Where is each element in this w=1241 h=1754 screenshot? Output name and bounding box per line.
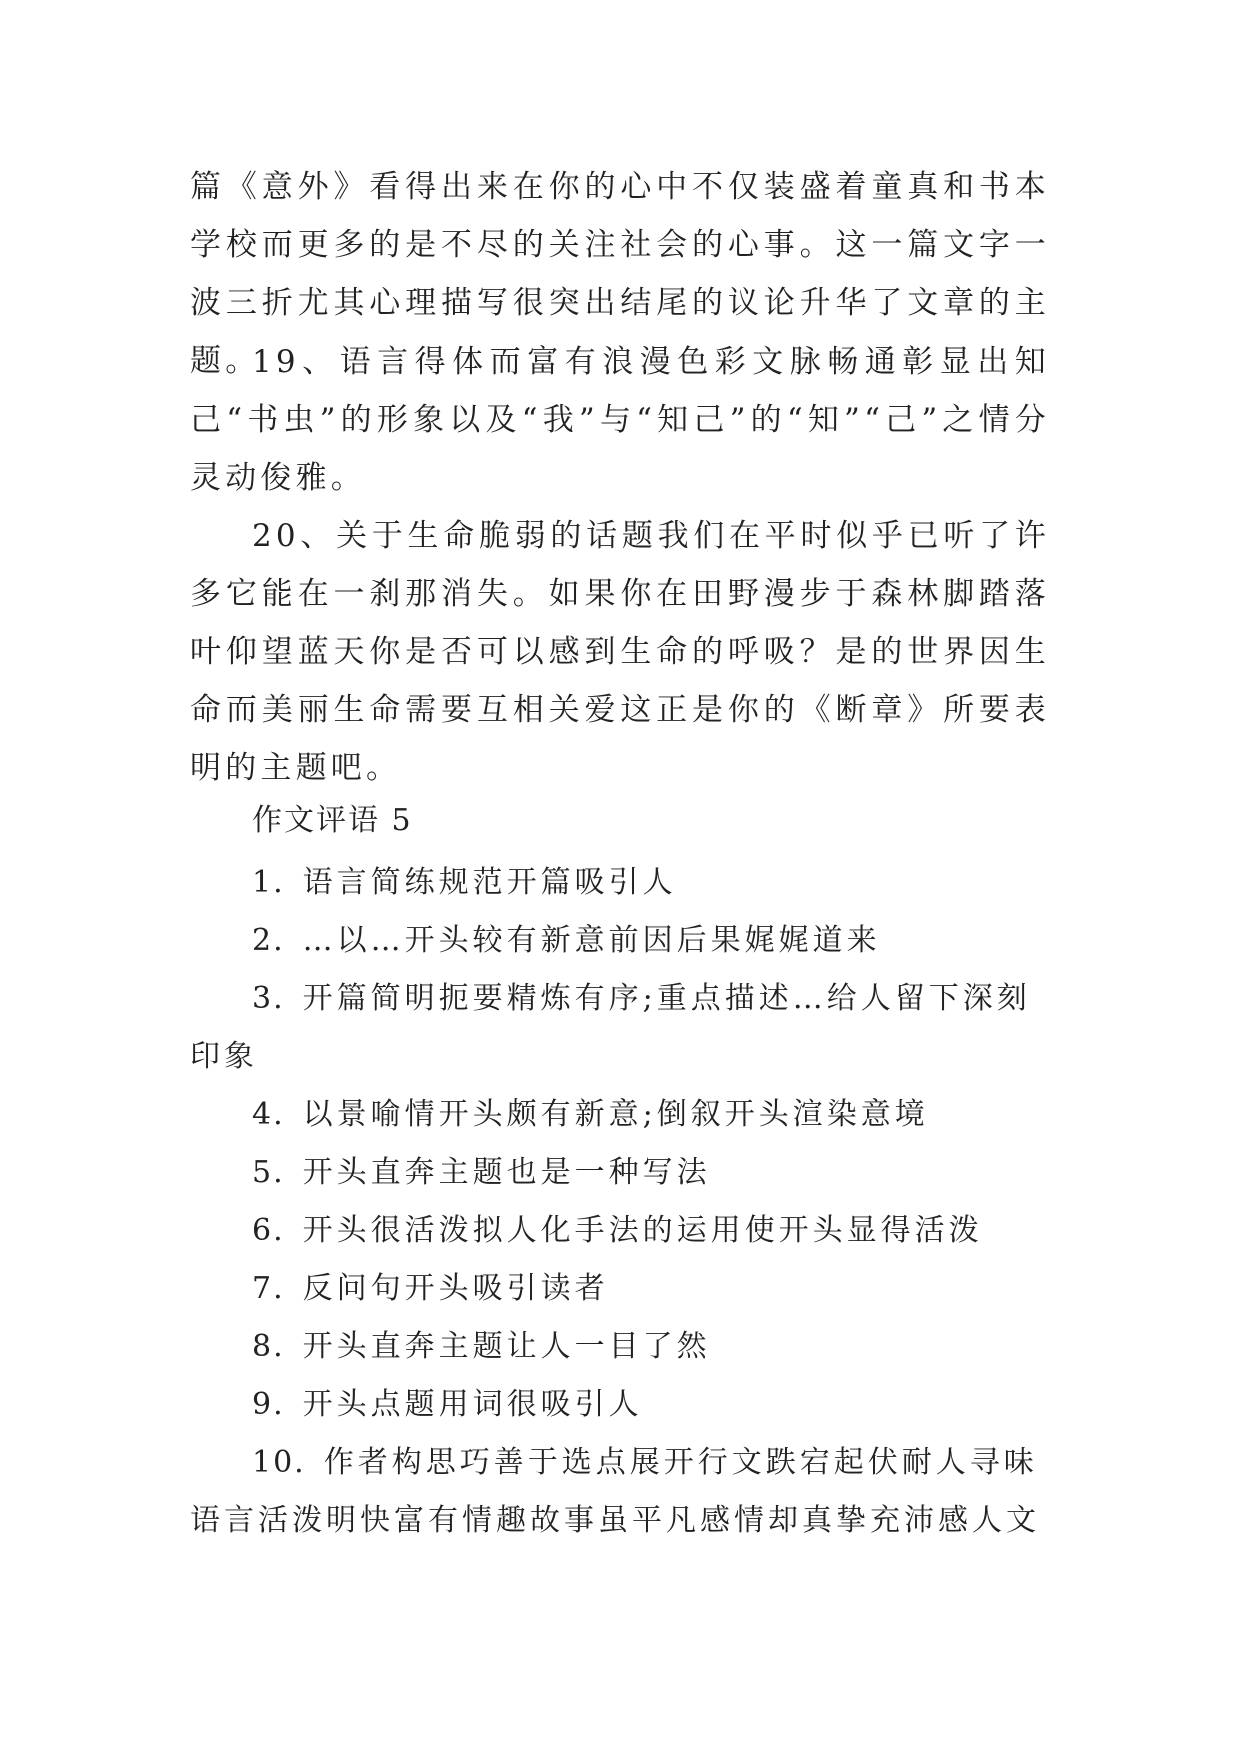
item-number: 7. bbox=[252, 1271, 285, 1306]
item-text: 作者构思巧善于选点展开行文跌宕起伏耐人寻味语言活泼明快富有情趣故事虽平凡感情却真挚充沛感人文 bbox=[190, 1445, 1040, 1538]
list-item bbox=[190, 1086, 1050, 1144]
list-item bbox=[190, 854, 1050, 912]
list-item bbox=[190, 1434, 1050, 1550]
item-text: 反问句开头吸引读者 bbox=[302, 1271, 609, 1306]
item-text: 语言简练规范开篇吸引人 bbox=[302, 865, 677, 900]
item-text: 开头很活泼拟人化手法的运用使开头显得活泼 bbox=[302, 1213, 983, 1248]
item-number: 1. bbox=[252, 865, 285, 900]
item-number: 5. bbox=[252, 1155, 285, 1190]
item-text: 开篇简明扼要精炼有序;重点描述…给人留下深刻印象 bbox=[190, 981, 1031, 1074]
list-item bbox=[190, 1260, 1050, 1318]
item-number: 4. bbox=[252, 1097, 285, 1132]
list-item bbox=[190, 1202, 1050, 1260]
item-text: …以…开头较有新意前因后果娓娓道来 bbox=[302, 923, 881, 958]
item-number: 2. bbox=[252, 923, 285, 958]
paragraph-continued: 篇《意外》看得出来在你的心中不仅装盛着童真和书本学校而更多的是不尽的关注社会的心事。这一篇文字一波三折尤其心理描写很突出结尾的议论升华了文章的主题。 bbox=[190, 169, 1050, 379]
paragraph-19: 19、语言得体而富有浪漫色彩文脉畅通彰显出知己“书虫”的形象以及“我”与“知己”的“知”“己”之情分灵动俊雅。 bbox=[190, 344, 1050, 496]
item-text: 开头点题用词很吸引人 bbox=[302, 1387, 643, 1422]
item-text: 开头直奔主题让人一目了然 bbox=[302, 1329, 711, 1364]
item-number: 10. bbox=[252, 1445, 306, 1480]
list-item bbox=[190, 1318, 1050, 1376]
item-text: 以景喻情开头颇有新意;倒叙开头渲染意境 bbox=[302, 1097, 929, 1132]
item-number: 9. bbox=[252, 1387, 285, 1422]
list-item bbox=[190, 970, 1050, 1086]
item-number: 3. bbox=[252, 981, 285, 1016]
item-number: 6. bbox=[252, 1213, 285, 1248]
list-item bbox=[190, 1144, 1050, 1202]
list-item bbox=[190, 912, 1050, 970]
paragraph-20: 20、关于生命脆弱的话题我们在平时似乎已听了许多它能在一刹那消失。如果你在田野漫步于森林脚踏落叶仰望蓝天你是否可以感到生命的呼吸？是的世界因生命而美丽生命需要互相关爱这正是你的《断章》所要表明的主题吧。 bbox=[190, 518, 1050, 786]
item-text: 开头直奔主题也是一种写法 bbox=[302, 1155, 711, 1190]
list-item bbox=[190, 1376, 1050, 1434]
comment-list bbox=[190, 854, 1050, 1550]
section-heading: 作文评语 5 bbox=[252, 803, 413, 838]
item-number: 8. bbox=[252, 1329, 285, 1364]
